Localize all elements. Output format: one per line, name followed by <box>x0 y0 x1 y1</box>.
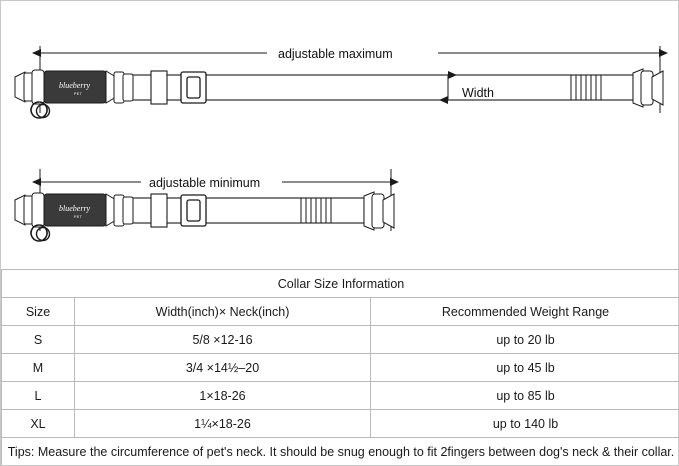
cell-dims: 3/4 ×14½–20 <box>75 354 371 382</box>
table-row <box>2 354 679 382</box>
collar-size-table-container <box>1 269 679 466</box>
cell-size: S <box>2 326 75 354</box>
table-tips-row <box>2 438 679 466</box>
brand-name: blueberry <box>59 204 91 213</box>
brand-sub: PET <box>74 92 83 96</box>
cell-size: M <box>2 354 75 382</box>
adjustable-minimum-label: adjustable minimum <box>149 176 261 190</box>
collar-diagram <box>1 1 679 269</box>
cell-weight: up to 45 lb <box>371 354 679 382</box>
table-row <box>2 382 679 410</box>
width-label: Width <box>462 86 494 100</box>
table-section-title-row <box>2 270 679 298</box>
cell-dims: 5/8 ×12-16 <box>75 326 371 354</box>
cell-weight: up to 20 lb <box>371 326 679 354</box>
cell-weight: up to 85 lb <box>371 382 679 410</box>
table-row <box>2 326 679 354</box>
header-weight-range: Recommended Weight Range <box>371 298 679 326</box>
collar-size-table <box>1 269 679 466</box>
section-title: Collar Size Information <box>2 270 679 298</box>
header-width-neck: Width(inch)× Neck(inch) <box>75 298 371 326</box>
cell-size: XL <box>2 410 75 438</box>
cell-dims: 1×18-26 <box>75 382 371 410</box>
cell-dims: 1¼×18-26 <box>75 410 371 438</box>
adjustable-maximum-label: adjustable maximum <box>278 47 393 61</box>
brand-sub: PET <box>74 215 83 219</box>
cell-size: L <box>2 382 75 410</box>
table-header-row <box>2 298 679 326</box>
cell-weight: up to 140 lb <box>371 410 679 438</box>
tips-text: Tips: Measure the circumference of pet's neck. It should be snug enough to fit 2fingers between dog's neck & their collar. <box>2 438 679 466</box>
table-row <box>2 410 679 438</box>
brand-name: blueberry <box>59 81 91 90</box>
header-size: Size <box>2 298 75 326</box>
